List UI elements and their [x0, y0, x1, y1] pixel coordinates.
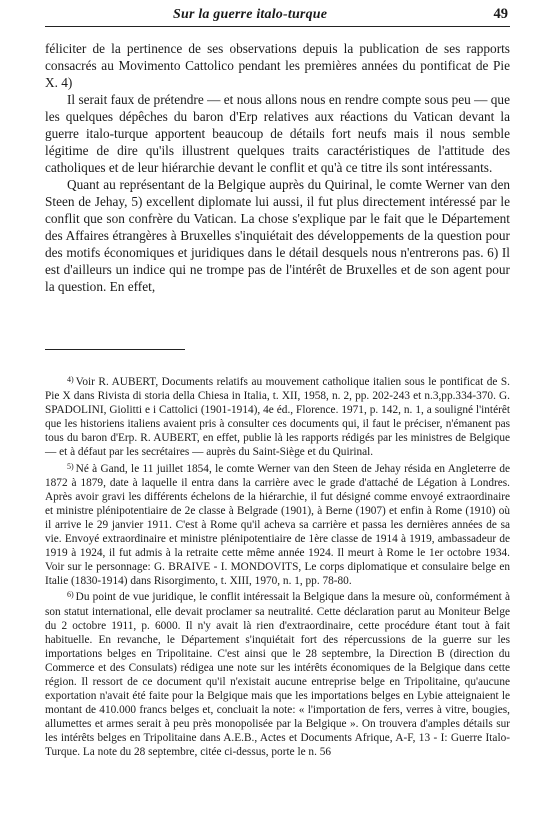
paragraph: Quant au représentant de la Belgique auprès du Quirinal, le comte Werner van den Steen de Jehay, 5) excellent diplomate lui aussi, il fut plus directement intéressé par le conflit que son confrère du Vatican. La chose s'explique par le fait que le Département des Affaires étrangères à Bruxelles s'inquiétait des développements de la question pour des motifs économiques et juridiques dans le détail desquels nous n'entrerons pas. 6) Il est d'ailleurs un indice qui ne trompe pas de l'intérêt de Bruxelles et de son agent pour la question. En effet,: [45, 177, 510, 294]
footnote-separator: [45, 349, 185, 350]
main-text: [45, 40, 510, 295]
footnote-number: 5): [67, 461, 74, 471]
running-header: [45, 2, 510, 27]
page-number: 49: [493, 6, 508, 22]
footnote-text: Voir R. AUBERT, Documents relatifs au mouvement catholique italien sous le pontificat de S. Pie X dans Rivista di storia della Chiesa in Italia, t. XII, 1958, n. 2, pp. 202-243 et n.3,pp.334-370. G. SPADOLINI, Giolitti e i Cattolici (1901-1914), 4e éd., Florence. 1971, p. 142, n. 1, a souligné l'intérêt que les historiens italiens avaient pris à consulter ces documents qui, il faut le préciser, n'émanent pas tous du baron d'Erp. R. AUBERT, en effet, publie là les rapports rédigés par les ministres de Belgique — et à défaut par les secrétaires — auprès du Saint-Siège et du Quirinal.: [45, 376, 510, 459]
paragraph: Il serait faux de prétendre — et nous allons nous en rendre compte sous peu — que les quelques dépêches du baron d'Erp relatives aux réactions du Vatican devant la guerre italo-turque apportent beaucoup de détails fort neufs mais il nous semble légitime de dire qu'ils illustrent quelques traits caractéristiques de l'attitude des catholiques et de leur hiérarchie devant le conflit et qu'à ce titre ils sont intéressants.: [45, 92, 510, 175]
footnote-text: Né à Gand, le 11 juillet 1854, le comte Werner van den Steen de Jehay résida en Angleterre de 1872 à 1879, date à laquelle il entra dans la carrière avec le grade d'attaché de Légation à Londres. Après avoir gravi les différents échelons de la hiérarchie, il fut désigné comme envoyé extraordinaire et ministre plénipotentiaire de 2e classe à Belgrade (1901), à Berne (1907) et enfin à Rome (1910) où il arrive le 29 janvier 1911. C'est à Rome qu'il acheva sa carrière et passa les dernières années de sa vie. Envoyé extraordinaire et ministre plénipotentiaire de 1ère classe de 1914 à 1919, ambassadeur de 1919 à 1924, il fut admis à la retraite cette même année 1924. Il meurt à Rome le 1er octobre 1934. Voir sur le personnage: G. BRAIVE - I. MONDOVITS, Le corps diplomatique et consulaire belge en Italie (1830-1914) dans Risorgimento, t. XIII, 1970, n. 1, pp. 78-80.: [45, 462, 510, 588]
footnote-text: Du point de vue juridique, le conflit intéressait la Belgique dans la mesure où, conformément à son statut international, elle devait proclamer sa neutralité. Cette déclaration parut au Moniteur Belge du 2 octobre 1911, p. 6000. Il n'y avait là rien d'extraordinaire, cette procédure étant tout à fait habituelle. En revanche, le Département s'inquiétait fort des répercussions de la guerre sur les importations belges en Tripolitaine. C'est ainsi que le 28 septembre, la Direction B (direction du Commerce et des Consulats) rédigea une note sur les intérêts économiques de la Belgique dans cette région. Il ressort de ce document qu'il n'existait aucune entreprise belge en Tripolitaine, qu'aucune exportation n'avait été faite pour la Belgique mais que les importations belges en Lybie atteignaient le montant de 410.000 francs belges et, concluait la note: « l'importation de fers, verres à vitre, bougies, allumettes et armes serait à peu près monopolisée par la Belgique ». On trouvera d'amples détails sur les intérêts belges en Tripolitaine dans A.E.B., Actes et Documents Afrique, A-F, 13 - I: Guerre Italo-Turque. La note du 28 septembre, citée ci-dessus, porte le n. 56: [45, 591, 510, 759]
running-title: Sur la guerre italo-turque: [173, 7, 328, 22]
footnote: [45, 588, 510, 759]
footnotes: [45, 373, 510, 760]
footnote: [45, 373, 510, 460]
footnote-number: 6): [67, 590, 74, 600]
paragraph: féliciter de la pertinence de ses observations depuis la publication de ses rapports consacrés au Movimento Cattolico pendant les premières années du pontificat de Pie X. 4): [45, 41, 510, 90]
footnote-number: 4): [67, 375, 74, 384]
footnote: [45, 460, 510, 589]
